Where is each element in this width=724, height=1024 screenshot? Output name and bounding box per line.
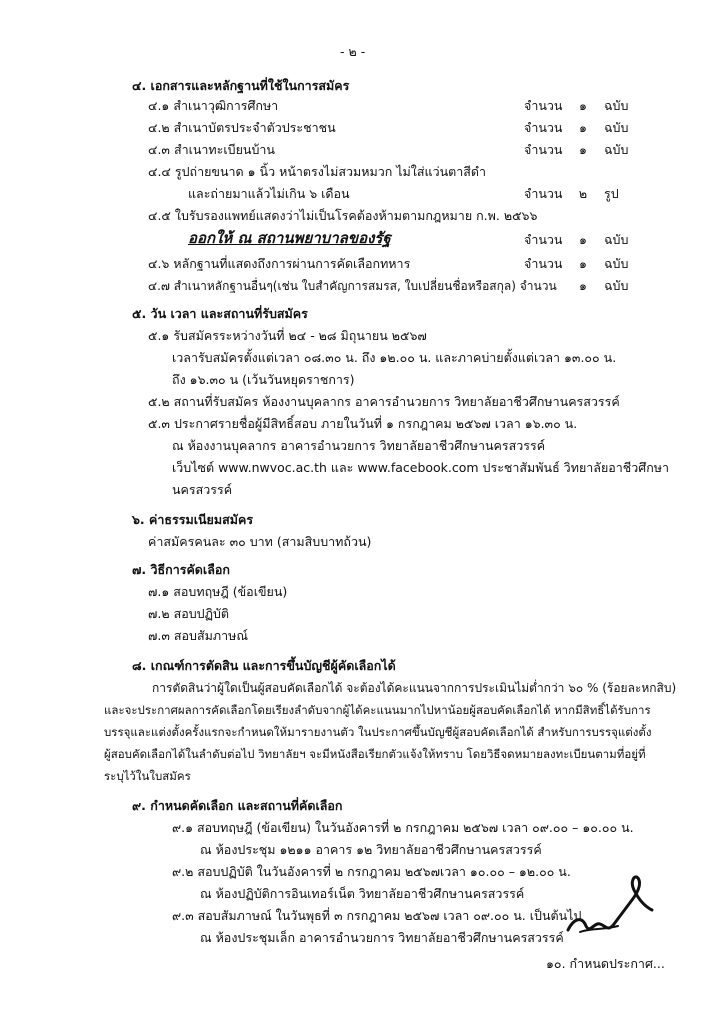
item-4-7: ๔.๗ สำเนาหลักฐานอื่นๆ(เช่น ใบสำคัญการสมรส, ใบเปลี่ยนชื่อหรือสกุล) จำนวน bbox=[148, 279, 557, 293]
qty-number: ๑ bbox=[579, 142, 587, 157]
sec8-para-4: ผู้สอบคัดเลือกได้ในลำดับต่อไป วิทยาลัยฯ จะมีหนังสือเรียกตัวแจ้งให้ทราบ โดยวิธีจดหมายลงทะเบียนตามที่อยู่ที่ bbox=[104, 747, 646, 761]
qty-4-4 bbox=[524, 186, 619, 202]
item-4-4: ๔.๔ รูปถ่ายขนาด ๑ นิ้ว หน้าตรงไม่สวมหมวก ไม่ใส่แว่นตาสีดำ bbox=[148, 164, 487, 179]
sec5-line-1: ๕.๑ รับสมัครระหว่างวันที่ ๒๔ - ๒๘ มิถุนายน ๒๕๖๗ bbox=[148, 328, 427, 343]
sec7-line-1: ๗.๑ สอบทฤษฎี (ข้อเขียน) bbox=[148, 584, 288, 599]
sec9-line-2: ณ ห้องประชุม ๑๒๑๑ อาคาร ๑๒ วิทยาลัยอาชีวศึกษานครสวรรค์ bbox=[200, 842, 542, 857]
qty-label: จำนวน bbox=[524, 120, 563, 135]
sec5-line-7: เว็บไซต์ www.nwvoc.ac.th และ www.facebook.com ประชาสัมพันธ์ วิทยาลัยอาชีวศึกษา bbox=[172, 460, 670, 475]
qty-unit: ฉบับ bbox=[604, 142, 629, 157]
item-4-6: ๔.๖ หลักฐานที่แสดงถึงการผ่านการคัดเลือกทหาร bbox=[148, 256, 411, 271]
sec5-line-2: เวลารับสมัครตั้งแต่เวลา ๐๘.๓๐ น. ถึง ๑๒.๐๐ น. และภาคบ่ายตั้งแต่เวลา ๑๓.๐๐ น. bbox=[172, 350, 617, 365]
sec8-para-2: และจะประกาศผลการคัดเลือกโดยเรียงลำดับจากผู้ได้คะแนนมากไปหาน้อยผู้สอบคัดเลือกได้ หากมีสิทธิ์ได้รับการ bbox=[104, 703, 651, 717]
section-4-title: ๔. เอกสารและหลักฐานที่ใช้ในการสมัคร bbox=[132, 78, 350, 93]
sec9-line-1: ๙.๑ สอบทฤษฎี (ข้อเขียน) ในวันอังคารที่ ๒ กรกฎาคม ๒๕๖๗ เวลา ๐๙.๐๐ – ๑๐.๐๐ น. bbox=[172, 820, 634, 835]
signature-scribble bbox=[560, 872, 670, 942]
qty-number: ๑ bbox=[579, 98, 587, 113]
item-4-5-issued-by: ออกให้ ณ สถานพยาบาลของรัฐ bbox=[188, 229, 391, 247]
sec5-line-6: ณ ห้องงานบุคลากร อาคารอำนวยการ วิทยาลัยอาชีวศึกษานครสวรรค์ bbox=[172, 438, 546, 453]
qty-unit: ฉบับ bbox=[604, 98, 629, 113]
item-4-4-cont: และถ่ายมาแล้วไม่เกิน ๖ เดือน bbox=[188, 186, 350, 201]
sec7-line-3: ๗.๓ สอบสัมภาษณ์ bbox=[148, 628, 248, 643]
qty-4-5 bbox=[524, 232, 629, 248]
sec8-para-3: บรรจุและแต่งตั้งครั้งแรกจะกำหนดให้มารายงานตัว ในประกาศขึ้นบัญชีผู้สอบคัดเลือกได้ สำหรับการบรรจุแต่งตั้ง bbox=[104, 725, 652, 739]
item-4-2: ๔.๒ สำเนาบัตรประจำตัวประชาชน bbox=[148, 120, 336, 135]
qty-label: จำนวน bbox=[524, 98, 563, 113]
qty-unit: ฉบับ bbox=[604, 120, 629, 135]
sec8-para-5: ระบุไว้ในใบสมัคร bbox=[104, 769, 191, 783]
qty-unit: รูป bbox=[604, 186, 619, 201]
qty-4-3 bbox=[524, 142, 629, 158]
qty-4-2 bbox=[524, 120, 629, 136]
sec5-line-8: นครสวรรค์ bbox=[172, 482, 233, 497]
qty-label: จำนวน bbox=[524, 256, 563, 271]
sec9-line-4: ณ ห้องปฏิบัติการอินเทอร์เน็ต วิทยาลัยอาชีวศึกษานครสวรรค์ bbox=[200, 886, 525, 901]
item-4-5: ๔.๕ ใบรับรองแพทย์แสดงว่าไม่เป็นโรคต้องห้ามตามกฎหมาย ก.พ. ๒๕๖๖ bbox=[148, 208, 538, 223]
section-9-title: ๙. กำหนดคัดเลือก และสถานที่คัดเลือก bbox=[132, 798, 343, 813]
qty-number: ๑ bbox=[579, 120, 587, 135]
qty-number: ๒ bbox=[578, 186, 588, 201]
qty-4-1 bbox=[524, 98, 629, 114]
sec7-line-2: ๗.๒ สอบปฏิบัติ bbox=[148, 606, 230, 621]
section-7-title: ๗. วิธีการคัดเลือก bbox=[132, 562, 230, 577]
qty-unit: ฉบับ bbox=[604, 256, 629, 271]
sec9-line-3: ๙.๒ สอบปฏิบัติ ในวันอังคารที่ ๒ กรกฎาคม ๒๕๖๗เวลา ๑๐.๐๐ – ๑๒.๐๐ น. bbox=[172, 864, 571, 879]
section-5-title: ๕. วัน เวลา และสถานที่รับสมัคร bbox=[132, 306, 308, 321]
qty-number: ๑ bbox=[579, 232, 587, 247]
sec5-line-3: ถึง ๑๖.๓๐ น (เว้นวันหยุดราชการ) bbox=[172, 372, 355, 387]
qty-label: จำนวน bbox=[524, 142, 563, 157]
sec8-para-1: การตัดสินว่าผู้ใดเป็นผู้สอบคัดเลือกได้ จะต้องได้คะแนนจากการประเมินไม่ต่ำกว่า ๖๐ % (ร้อยละหกสิบ) bbox=[152, 681, 677, 695]
section-6-title: ๖. ค่าธรรมเนียมสมัคร bbox=[132, 512, 254, 527]
qty-label: จำนวน bbox=[524, 232, 563, 247]
section-8-title: ๘. เกณฑ์การตัดสิน และการขึ้นบัญชีผู้คัดเลือกได้ bbox=[132, 658, 396, 673]
sec9-line-6: ณ ห้องประชุมเล็ก อาคารอำนวยการ วิทยาลัยอาชีวศึกษานครสวรรค์ bbox=[200, 930, 564, 945]
sec9-line-5: ๙.๓ สอบสัมภาษณ์ ในวันพุธที่ ๓ กรกฎาคม ๒๕๖๗ เวลา ๐๙.๐๐ น. เป็นต้นไป bbox=[172, 908, 582, 923]
qty-4-6 bbox=[524, 256, 629, 272]
continuation-note: ๑๐. กำหนดประกาศ... bbox=[546, 956, 665, 971]
qty-number: ๑ bbox=[579, 256, 587, 271]
sec6-line-1: ค่าสมัครคนละ ๓๐ บาท (สามสิบบาทถ้วน) bbox=[148, 534, 372, 549]
qty-unit: ฉบับ bbox=[604, 232, 629, 247]
qty-number: ๑ bbox=[579, 278, 587, 293]
sec5-line-5: ๕.๓ ประกาศรายชื่อผู้มีสิทธิ์สอบ ภายในวันที่ ๑ กรกฎาคม ๒๕๖๗ เวลา ๑๖.๓๐ น. bbox=[148, 416, 578, 431]
sec5-line-4: ๕.๒ สถานที่รับสมัคร ห้องงานบุคลากร อาคารอำนวยการ วิทยาลัยอาชีวศึกษานครสวรรค์ bbox=[148, 394, 620, 409]
qty-unit: ฉบับ bbox=[604, 278, 629, 293]
page-number: - ๒ - bbox=[340, 44, 366, 59]
item-4-1: ๔.๑ สำเนาวุฒิการศึกษา bbox=[148, 98, 279, 113]
qty-label: จำนวน bbox=[524, 186, 563, 201]
item-4-3: ๔.๓ สำเนาทะเบียนบ้าน bbox=[148, 142, 275, 157]
